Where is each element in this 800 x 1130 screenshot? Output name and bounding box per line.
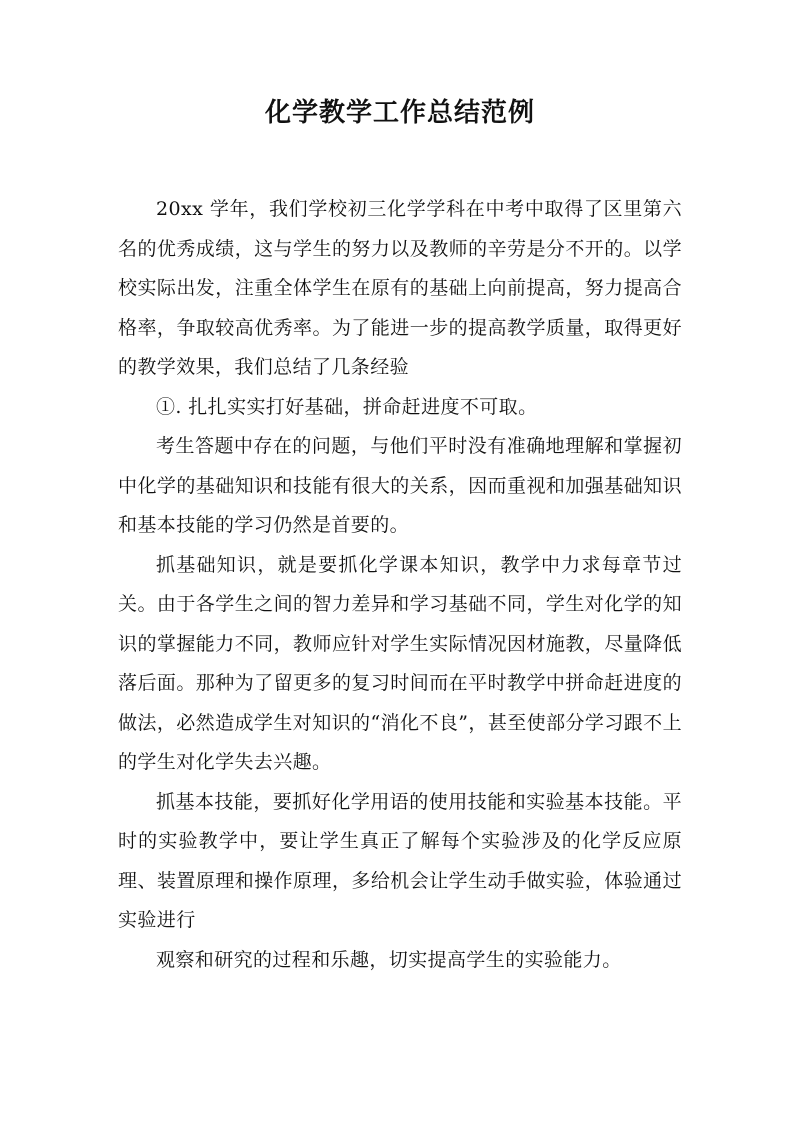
document-body: [118, 190, 682, 980]
paragraph-point-1: ①. 扎扎实实打好基础，拼命赶进度不可取。: [156, 395, 538, 418]
paragraph-problems: 考生答题中存在的问题，与他们平时没有准确地理解和掌握初中化学的基础知识和技能有很大的关系，因而重视和加强基础知识和基本技能的学习仍然是首要的。: [118, 435, 682, 536]
paragraph-basic-skills: 抓基本技能，要抓好化学用语的使用技能和实验基本技能。平时的实验教学中，要让学生真正了解每个实验涉及的化学反应原理、装置原理和操作原理，多给机会让学生动手做实验，体验通过实验进行: [118, 790, 682, 931]
paragraph-basic-knowledge: 抓基础知识，就是要抓化学课本知识，教学中力求每章节过关。由于各学生之间的智力差异和学习基础不同，学生对化学的知识的掌握能力不同，教师应针对学生实际情况因材施教，尽量降低落后面。那种为了留更多的复习时间而在平时教学中拼命赶进度的做法，必然造成学生对知识的“消化不良”，甚至使部分学习跟不上的学生对化学失去兴趣。: [118, 553, 682, 773]
paragraph-observation: 观察和研究的过程和乐趣，切实提高学生的实验能力。: [156, 948, 622, 971]
paragraph-intro: 20xx 学年，我们学校初三化学学科在中考中取得了区里第六名的优秀成绩，这与学生的努力以及教师的辛劳是分不开的。以学校实际出发，注重全体学生在原有的基础上向前提高，努力提高合格率，争取较高优秀率。为了能进一步的提高教学质量，取得更好的教学效果，我们总结了几条经验: [118, 198, 682, 378]
document-title: 化学教学工作总结范例: [264, 98, 535, 128]
